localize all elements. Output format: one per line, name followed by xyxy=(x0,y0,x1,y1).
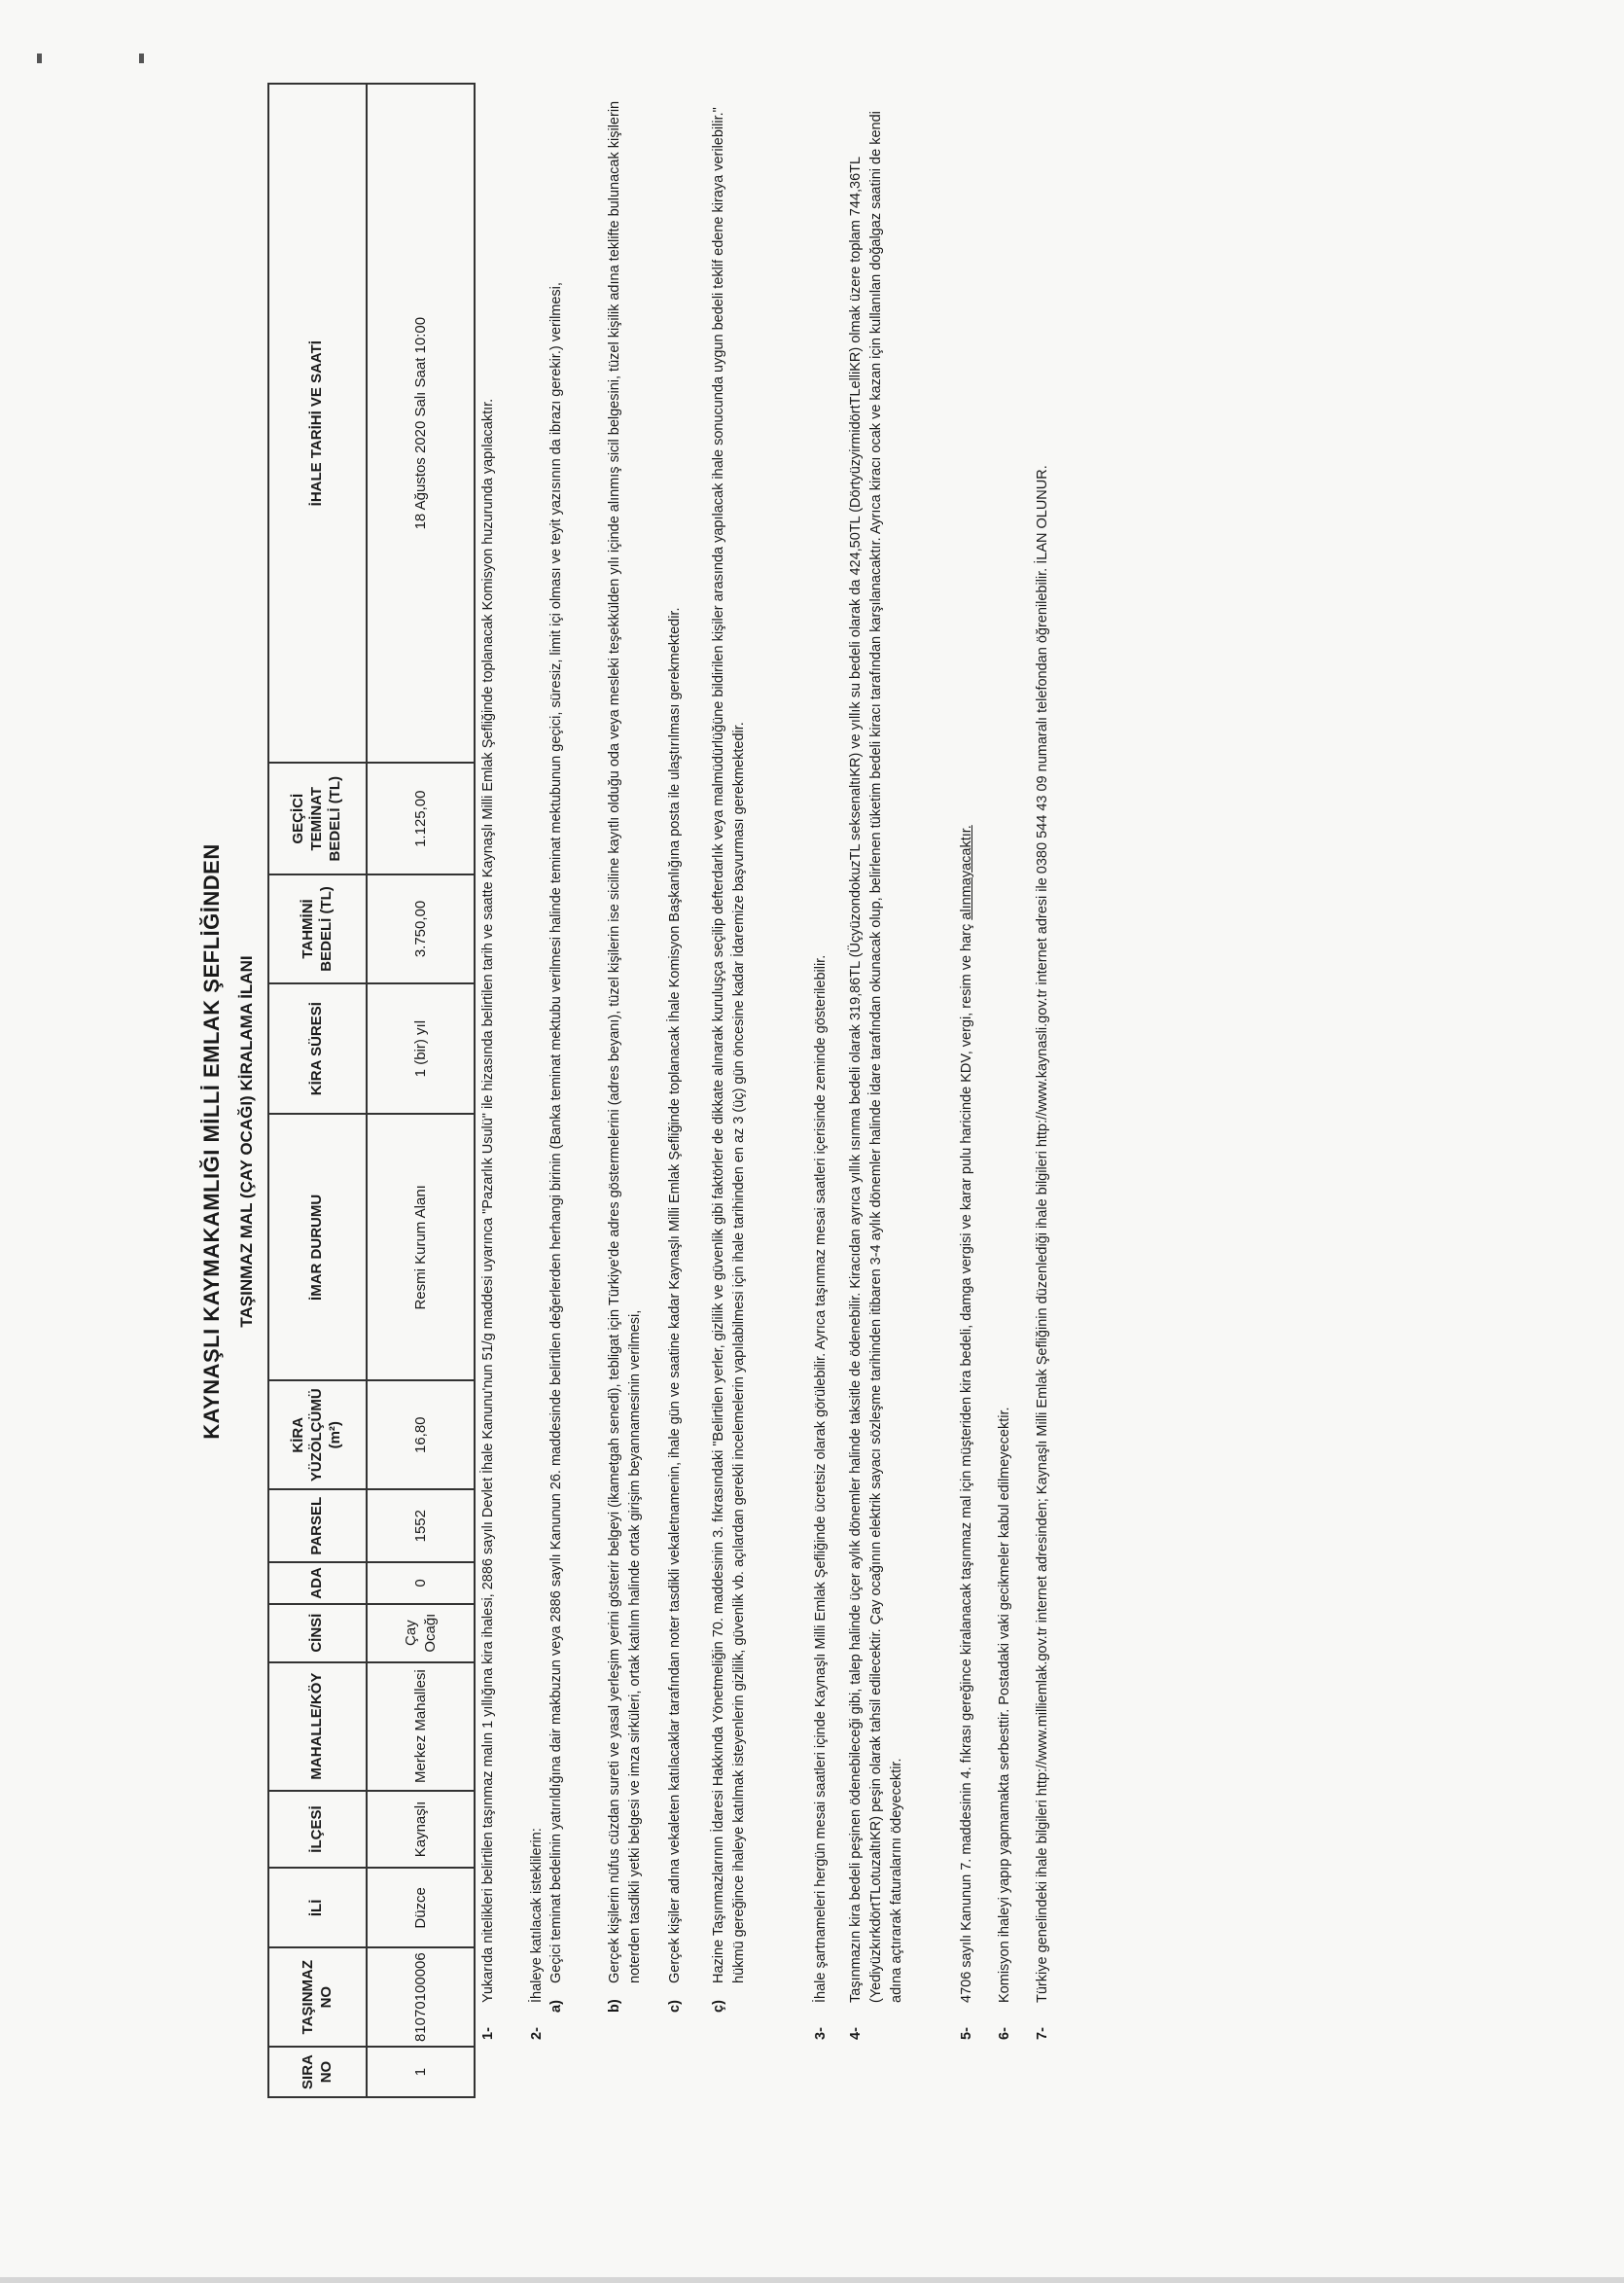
column-header: İHALE TARİHİ VE SAATİ xyxy=(268,84,367,763)
table-cell: 0 xyxy=(367,1562,475,1604)
table-cell: 1552 xyxy=(367,1489,475,1562)
scan-edge xyxy=(0,2277,1624,2283)
clause-number: 5- xyxy=(959,2027,974,2040)
column-header: GEÇİCİ TEMİNAT BEDELİ (TL) xyxy=(268,763,367,874)
table-cell: Düzce xyxy=(367,1868,475,1947)
clause-number: 2- xyxy=(529,2027,545,2040)
column-header: TAHMİNİ BEDELİ (TL) xyxy=(268,874,367,983)
column-header: MAHALLE/KÖY xyxy=(268,1662,367,1791)
clause-number: 7- xyxy=(1035,2027,1050,2040)
clause-number: a) xyxy=(548,2000,564,2013)
table-cell: 81070100006 xyxy=(367,1947,475,2047)
table-cell: 1 xyxy=(367,2047,475,2097)
table-row xyxy=(367,84,475,2097)
clause-text: Gerçek kişiler adına vekaleten katılacaklar tarafından noter tasdikli vekaletnamenin, ihale gün ve saatine kadar Kaynaşlı Milli Emlak Şefliğinde toplanacak İhale Komisyon Başkanlığına posta ile ulaştırılması gerekmektedir. xyxy=(667,607,683,1983)
clause-text: Geçici teminat bedelinin yatırıldığına dair makbuzun veya 2886 sayılı Kanunun 26. maddesinde belirtilen değerlerden herhangi birinin (Banka teminat mektubu verilmesi halinde teminat mektubunun geçici, süresiz, limit içi olması ve teyit yazısının da ibrazı gerekir.) verilmesi, xyxy=(548,282,564,1983)
table-cell: Merkez Mahallesi xyxy=(367,1662,475,1791)
clause-number: c) xyxy=(667,2000,683,2013)
column-header: İMAR DURUMU xyxy=(268,1114,367,1380)
document-title: KAYNAŞLI KAYMAKAMLIĞI MİLLİ EMLAK ŞEFLİĞİNDEN xyxy=(199,843,224,1440)
column-header: PARSEL xyxy=(268,1489,367,1562)
clause-number: 3- xyxy=(813,2027,829,2040)
table-cell: Kaynaşlı xyxy=(367,1791,475,1869)
table-header-row xyxy=(268,84,367,2097)
column-header: ADA xyxy=(268,1562,367,1604)
table-cell: Resmi Kurum Alanı xyxy=(367,1114,475,1380)
table-cell: Çay Ocağı xyxy=(367,1604,475,1662)
clause-5-underlined: alınmayacaktır. xyxy=(959,825,974,920)
table-cell: 1 (bir) yıl xyxy=(367,983,475,1115)
table-cell: 1.125,00 xyxy=(367,763,475,874)
clause-number: 4- xyxy=(848,2027,864,2040)
clause-text: Komisyon ihaleyi yapıp yapmamakta serbesttir. Postadaki vaki gecikmeler kabul edilmeyecektir. xyxy=(997,1407,1012,2003)
clause-number: b) xyxy=(607,1999,622,2013)
clause-text: Hazine Taşınmazlarının İdaresi Hakkında Yönetmeliğin 70. maddesinin 3. fıkrasındaki "Belirtilen yerler, gizlilik ve güvenlik gibi faktörler de dikkate alınarak kuruluşça seçilip defterdarlık veya malmüdürlüğüne bildirilen kişiler arasında yapılacak ihale sonucunda uygun bedeli teklif edene kiraya verilebilir." hükmü gereğince ihaleye katılmak isteyenlerin gizlilik, güvenlik vb. açılardan gerekli incelemelerin yapılabilmesi için ihale tarihinden en az 3 (üç) gün öncesine kadar İdaremize başvurması gerekmektedir. xyxy=(711,107,747,1983)
column-header: SIRA NO xyxy=(268,2047,367,2097)
clause-text: İhale şartnameleri hergün mesai saatleri içinde Kaynaşlı Milli Emlak Şefliğinde ücretsiz olarak görülebilir. Ayrıca taşınmaz mesai saatleri içerisinde zeminde gösterilebilir. xyxy=(813,954,829,2003)
table-cell: 16,80 xyxy=(367,1380,475,1489)
clause-text: Türkiye genelindeki ihale bilgileri http://www.milliemlak.gov.tr internet adresinden; Kaynaşlı Milli Emlak Şefliğinin düzenlediği ihale bilgileri http://www.kaynasli.gov.tr internet adresi ile 0380 544 43 09 numaralı telefondan öğrenilebilir. İLAN OLUNUR. xyxy=(1035,465,1050,2003)
table-cell: 3.750,00 xyxy=(367,874,475,983)
column-header: TAŞINMAZ NO xyxy=(268,1947,367,2047)
column-header: İLÇESİ xyxy=(268,1791,367,1869)
column-header: KİRA YÜZÖLÇÜMÜ (m²) xyxy=(268,1380,367,1489)
property-table xyxy=(267,83,476,2098)
clause-5-text: 4706 sayılı Kanunun 7. maddesinin 4. fıkrası gereğince kiralanacak taşınmaz mal için müşteriden kira bedeli, damga vergisi ve karar pulu haricinde KDV, vergi, resim ve harç xyxy=(959,919,974,2003)
column-header: İLİ xyxy=(268,1868,367,1947)
clause-text: Taşınmazın kira bedeli peşinen ödenebileceği gibi, talep halinde üçer aylık dönemler halinde taksitle de ödenebilir. Kiracıdan ayrıca yıllık ısınma bedeli olarak 319,86TL (ÜçyüzondokuzTL seksenaltıKR) ve yıllık su bedeli olarak da 424,50TL (DörtyüzyirmidörtTLelliKR) olmak üzere toplam 744,36TL (YediyüzkırkdörtTLotuzaltıKR) peşin olarak tahsil edilecektir. Çay ocağının elektrik sayacı sözleşme tarihinden itibaren 3-4 aylık dönemler halinde İdare tarafından okunacak olup, belirlenen tüketim bedeli kiracı tarafından karşılanacaktır. Ayrıca kiracı ocak ve kazan için kullanılan doğalgaz saatini de kendi adına açtırarak faturalarını ödeyecektir. xyxy=(848,111,904,2003)
table-cell: 18 Ağustos 2020 Salı Saat 10:00 xyxy=(367,84,475,763)
clause-number: 6- xyxy=(997,2027,1012,2040)
clause-text: Gerçek kişilerin nüfus cüzdan sureti ve yasal yerleşim yerini gösterir belgeyi (ikametgah senedi), tebligat için Türkiye'de adres göstermelerini (adres beyanı), tüzel kişilerin ise siciline kayıtlı olduğu oda veya mesleki teşekkülden yılı içinde alınmış sicil belgesini, tüzel kişilik adına teklifte bulunacak kişilerin noterden tasdikli yetki belgesi ve imza sirküleri, ortak katılım halinde ortak girişim beyannamesinin verilmesi, xyxy=(607,100,643,1983)
column-header: CİNSİ xyxy=(268,1604,367,1662)
clause-text: Yukarıda nitelikleri belirtilen taşınmaz malın 1 yıllığına kira ihalesi, 2886 sayılı Devlet İhale Kanunu'nun 51/g maddesi uyarınca "Pazarlık Usulü" ile hizasında belirtilen tarih ve saatte Kaynaşlı Milli Emlak Şefliğinde toplanacak Komisyon huzurunda yapılacaktır. xyxy=(480,398,496,2003)
document-subtitle: TAŞINMAZ MAL (ÇAY OCAĞI) KİRALAMA İLANI xyxy=(237,955,256,1328)
clause-number: 1- xyxy=(480,2027,496,2040)
column-header: KİRA SÜRESİ xyxy=(268,983,367,1115)
clause-text: İhaleye katılacak isteklilerin: xyxy=(529,1828,545,2003)
clause-text xyxy=(957,96,977,2003)
clause-number: ç) xyxy=(711,2000,726,2013)
